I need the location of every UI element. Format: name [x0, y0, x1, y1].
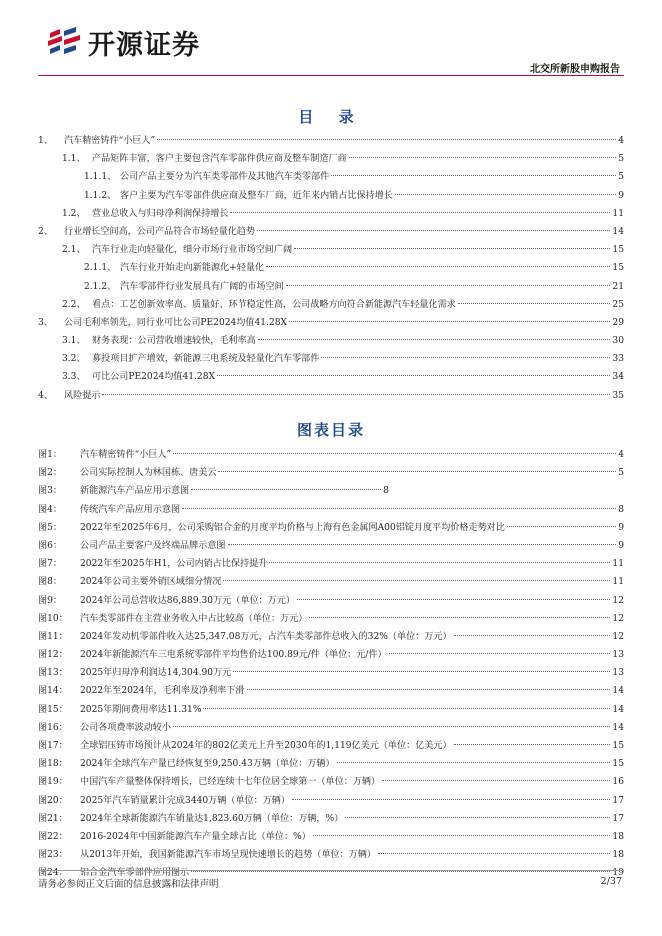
figure-entry[interactable] [38, 773, 624, 791]
toc-entry-number: 2.1、 [62, 245, 86, 256]
figure-entry-title: 公司产品主要客户及终端品牌示意图 [80, 540, 226, 551]
dot-leader [331, 175, 616, 176]
toc-entry[interactable] [38, 241, 624, 259]
figure-entry-page: 14 [612, 722, 624, 733]
figure-entry[interactable] [38, 664, 624, 682]
figure-entry-page: 12 [612, 595, 624, 606]
figure-entry-title: 公司实际控制人为林国栋、唐美云 [80, 468, 217, 479]
figure-entry-number: 图5： [38, 522, 62, 533]
figure-entry-page: 18 [612, 831, 624, 842]
figure-entry[interactable] [38, 555, 624, 573]
toc-entry-number: 2.1.2、 [84, 281, 117, 292]
dot-leader [102, 394, 610, 395]
toc-entry-number: 3.1、 [62, 336, 86, 347]
figure-entry-title: 2022年至2025年H1，公司内销占比保持提升 [80, 559, 268, 570]
figure-entry-page: 4 [618, 450, 624, 460]
figure-entry[interactable] [38, 810, 624, 828]
toc-entry[interactable] [38, 205, 624, 223]
toc-entry-page: 4 [618, 136, 624, 146]
dot-leader [258, 339, 611, 340]
figure-entry-number: 图4： [38, 504, 62, 515]
figure-entry-number: 图8： [38, 577, 62, 588]
figure-entry-number: 图3： [38, 486, 62, 497]
toc-entry-title: 募投项目扩产增效，新能源三电系统及轻量化汽车零部件 [92, 354, 320, 365]
figure-entry-title: 传统汽车产品应用示意图 [80, 504, 181, 515]
figure-list [38, 446, 624, 883]
dot-leader [217, 375, 610, 376]
figure-entry-title: 全球铝压铸市场预计从2024年的802亿美元上升至2030年的1,119亿美元（单位：亿美元） [80, 741, 452, 751]
figure-entry[interactable] [38, 719, 624, 737]
toc-entry-title: 营业总收入与归母净利润保持增长 [92, 208, 229, 219]
figure-entry-page: 19 [612, 868, 624, 879]
toc-entry-title: 汽车精密铸件“小巨人” [64, 136, 156, 146]
toc-entry[interactable] [38, 132, 624, 150]
figure-entry-page: 8 [383, 486, 389, 497]
toc-entry-page: 5 [618, 172, 624, 183]
figure-entry-number: 图7： [38, 559, 62, 570]
figure-entry-number: 图6： [38, 540, 62, 551]
figure-entry-number: 图11： [38, 631, 68, 642]
figure-entry[interactable] [38, 592, 624, 610]
figure-entry[interactable] [38, 537, 624, 555]
footer-divider [38, 870, 624, 871]
toc-entry-title: 行业增长空间高，公司产品符合市场轻量化趋势 [64, 226, 255, 237]
toc-entry-number: 3、 [38, 317, 53, 328]
figure-entry-page: 9 [618, 522, 624, 533]
figure-entry-title: 2025年归母净利润达14,304.90万元 [80, 668, 232, 679]
figure-entry-title: 公司各项费率波动较小 [80, 722, 171, 733]
figure-entry-number: 图22： [38, 831, 68, 842]
toc-entry[interactable] [38, 368, 624, 386]
figure-entry-number: 图23： [38, 850, 68, 861]
toc-entry-title: 汽车行业走向轻量化，细分市场行业市场空间广阔 [92, 245, 293, 256]
toc-entry[interactable] [38, 296, 624, 314]
figure-entry-title: 铝合金汽车零部件应用图示 [80, 868, 190, 879]
dot-leader [157, 139, 616, 140]
dot-leader [294, 248, 610, 249]
figure-entry-title: 中国汽车产量整体保持增长，已经连续十七年位居全球第一（单位：万辆） [80, 777, 381, 788]
toc-entry-title: 财务表现：公司营收增速较快，毛利率高 [92, 336, 256, 347]
figure-entry-number: 图13： [38, 668, 68, 679]
figure-entry-page: 11 [612, 559, 624, 570]
toc-entry-title: 公司产品主要分为汽车类零部件及其他汽车类零部件 [120, 172, 330, 183]
brand-logo [46, 22, 256, 62]
dot-leader [266, 266, 610, 267]
figure-entry-page: 12 [612, 631, 624, 642]
dot-leader [228, 544, 617, 545]
footer-disclaimer: 请务必参阅正文后面的信息披露和法律声明 [38, 879, 219, 890]
toc-entry-number: 2.1.1、 [84, 263, 117, 274]
figure-entry-number: 图24： [38, 868, 68, 879]
toc-entry-page: 14 [612, 226, 624, 237]
toc-entry[interactable] [38, 278, 624, 296]
toc-entry-page: 25 [612, 299, 624, 310]
figure-entry-number: 图16： [38, 722, 68, 733]
figure-entry-title: 新能源汽车产品应用示意图 [80, 486, 190, 497]
figure-entry-page: 5 [618, 468, 624, 479]
dot-leader [247, 689, 611, 690]
figure-entry-title: 2025年期间费用率达11.31% [80, 704, 202, 715]
figure-entry-title: 2024年全球新能源汽车销量达1,823.60万辆（单位：万辆，%） [80, 813, 344, 824]
toc-entry-title: 客户主要为汽车零部件供应商及整车厂商，近年来内销占比保持增长 [120, 190, 393, 201]
toc-entry[interactable] [38, 168, 624, 186]
toc-entry-number: 1.1.1、 [84, 172, 117, 183]
toc-entry-title: 可比公司PE2024均值41.28X [92, 372, 215, 383]
report-type-label: 北交所新股申购报告 [530, 64, 620, 75]
toc-entry-page: 30 [612, 336, 624, 347]
figure-entry-title: 2022年至2025年6月，公司采购铝合金的月度平均价格与上海有色金属网A00铝锭月度平均价格走势对比 [80, 522, 505, 533]
figure-entry-title: 2025年汽车销量累计完成3440万辆（单位：万辆） [80, 795, 290, 806]
dot-leader [309, 617, 610, 618]
dot-leader [313, 835, 611, 836]
toc-entry-title: 看点：工艺创新效率高、质量好、环节稳定性高，公司战略方向符合新能源汽车轻量化需求 [92, 299, 456, 310]
figure-entry-number: 图9： [38, 595, 62, 606]
figure-entry-title: 2016-2024年中国新能源汽车产量全球占比（单位：%） [80, 831, 311, 842]
toc-entry[interactable] [38, 187, 624, 205]
toc-entry-page: 11 [612, 208, 624, 219]
figure-entry-page: 9 [618, 540, 624, 551]
figure-entry-page: 16 [612, 777, 624, 788]
toc-entry-page: 5 [618, 154, 624, 165]
figure-entry[interactable] [38, 628, 624, 646]
toc-entry[interactable] [38, 150, 624, 168]
dot-leader [345, 817, 610, 818]
figure-entry[interactable] [38, 610, 624, 628]
figure-entry-title: 汽车精密铸件“小巨人” [80, 450, 172, 460]
toc-entry-number: 3.3、 [62, 372, 86, 383]
figure-entry[interactable] [38, 792, 624, 810]
figure-entry-page: 18 [612, 850, 624, 861]
dot-leader [257, 230, 610, 231]
figure-entry-number: 图10： [38, 613, 68, 624]
figure-entry-title: 2024年发动机零部件收入达25,347.08万元，占汽车类零部件总收入的32%（单位：万元） [80, 631, 452, 642]
figure-entry-page: 12 [612, 613, 624, 624]
figure-entry-page: 17 [612, 795, 624, 806]
toc-entry[interactable] [38, 332, 624, 350]
toc-entry-title: 汽车行业开始走向新能源化+轻量化 [120, 263, 265, 274]
toc-entry-number: 2、 [38, 226, 53, 237]
toc-entry[interactable] [38, 314, 624, 332]
dot-leader [233, 671, 610, 672]
toc-entry[interactable] [38, 350, 624, 368]
figure-entry-title: 2024年新能源汽车三电系统零部件平均售价达100.89元/件（单位：元/件） [80, 650, 387, 661]
toc-entry-page: 34 [612, 372, 624, 383]
figure-entry[interactable] [38, 482, 624, 500]
figure-entry-page: 11 [612, 577, 624, 588]
toc-entry-number: 3.2、 [62, 354, 86, 365]
figure-entry-page: 14 [612, 686, 624, 697]
figure-entry-number: 图2： [38, 468, 62, 479]
figure-entry-number: 图1： [38, 450, 62, 460]
figure-entry[interactable] [38, 519, 624, 537]
toc-entry-number: 1、 [38, 136, 53, 146]
toc-entry-title: 公司毛利率领先，同行业可比公司PE2024均值41.28X [64, 317, 288, 328]
figure-entry[interactable] [38, 701, 624, 719]
dot-leader [289, 321, 610, 322]
toc-entry-page: 15 [612, 245, 624, 256]
figure-entry-number: 图20： [38, 795, 68, 806]
toc-entry-number: 4、 [38, 390, 53, 401]
toc-entry-page: 15 [612, 263, 624, 274]
dot-leader [203, 708, 610, 709]
dot-leader [230, 212, 610, 213]
dot-leader [458, 303, 611, 304]
dot-leader [297, 599, 610, 600]
figure-entry-page: 15 [612, 741, 624, 751]
dot-leader [382, 780, 610, 781]
dot-leader [321, 357, 610, 358]
figure-entry[interactable] [38, 755, 624, 773]
dot-leader [173, 726, 610, 727]
dot-leader [454, 635, 611, 636]
figure-entry-title: 从2013年开始，我国新能源汽车市场呈现快速增长的趋势（单位：万辆） [80, 850, 376, 861]
figure-entry-page: 14 [612, 704, 624, 715]
figure-entry[interactable] [38, 501, 624, 519]
brand-name: 开源证券 [88, 29, 200, 61]
dot-leader [292, 799, 610, 800]
figure-entry-number: 图19： [38, 777, 68, 788]
figure-entry[interactable] [38, 682, 624, 700]
figure-entry-title: 2022年至2024年，毛利率及净利率下滑 [80, 686, 245, 697]
dot-leader [389, 653, 611, 654]
figure-entry-number: 图14： [38, 686, 68, 697]
dot-leader [286, 285, 611, 286]
figure-entry-number: 图15： [38, 704, 68, 715]
toc-heading: 目 录 [298, 108, 364, 126]
dot-leader [223, 580, 610, 581]
figure-entry-title: 2024年公司总营收达86,889.30万元（单位：万元） [80, 595, 295, 606]
figure-entry[interactable] [38, 573, 624, 591]
toc-entry-number: 2.2、 [62, 299, 86, 310]
figure-entry-page: 13 [612, 650, 624, 661]
toc-entry[interactable] [38, 387, 624, 405]
figure-entry[interactable] [38, 646, 624, 664]
dot-leader [395, 194, 616, 195]
figure-list-heading: 图表目录 [296, 421, 365, 439]
toc-entry-page: 29 [612, 317, 624, 328]
dot-leader [507, 526, 616, 527]
toc-entry[interactable] [38, 223, 624, 241]
page-number: 2/37 [600, 876, 622, 887]
toc-entry-page: 35 [612, 390, 624, 401]
toc-entry-number: 1.2、 [62, 208, 86, 219]
dot-leader [378, 853, 610, 854]
figure-entry-page: 8 [618, 504, 624, 515]
toc-entry-page: 33 [612, 354, 624, 365]
figure-entry[interactable] [38, 846, 624, 864]
dot-leader [191, 871, 610, 872]
figure-entry[interactable] [38, 828, 624, 846]
figure-entry[interactable] [38, 464, 624, 482]
figure-entry-page: 17 [612, 813, 624, 824]
dot-leader [269, 562, 610, 563]
logo-mark-icon [46, 25, 82, 59]
toc-entry-title: 汽车零部件行业发展具有广阔的市场空间 [120, 281, 284, 292]
table-of-contents [38, 132, 624, 405]
toc-entry-title: 产品矩阵丰富，客户主要包含汽车零部件供应商及整车制造厂商 [92, 154, 347, 165]
figure-entry-title: 2024年全球汽车产量已经恢复至9,250.43万辆（单位：万辆） [80, 759, 335, 770]
figure-entry-number: 图17： [38, 741, 68, 751]
dot-leader [337, 762, 611, 763]
figure-entry-number: 图12： [38, 650, 68, 661]
header-divider [38, 75, 624, 76]
toc-entry-number: 1.1.2、 [84, 190, 117, 201]
dot-leader [349, 157, 617, 158]
toc-entry-number: 1.1、 [62, 154, 86, 165]
dot-leader [191, 489, 381, 490]
figure-entry-number: 图21： [38, 813, 68, 824]
dot-leader [218, 471, 616, 472]
figure-entry-number: 图18： [38, 759, 68, 770]
dot-leader [173, 453, 616, 454]
dot-leader [182, 508, 616, 509]
figure-entry-page: 13 [612, 668, 624, 679]
dot-leader [454, 744, 611, 745]
toc-entry-page: 9 [618, 190, 624, 201]
toc-entry[interactable] [38, 259, 624, 277]
toc-entry-title: 风险提示 [64, 390, 101, 401]
figure-entry-title: 2024年公司主要外销区域细分情况 [80, 577, 222, 588]
figure-entry-title: 汽车类零部件在主营业务收入中占比较高（单位：万元） [80, 613, 308, 624]
figure-entry[interactable] [38, 446, 624, 464]
figure-entry[interactable] [38, 737, 624, 755]
toc-entry-page: 21 [612, 281, 624, 292]
figure-entry-page: 15 [612, 759, 624, 770]
